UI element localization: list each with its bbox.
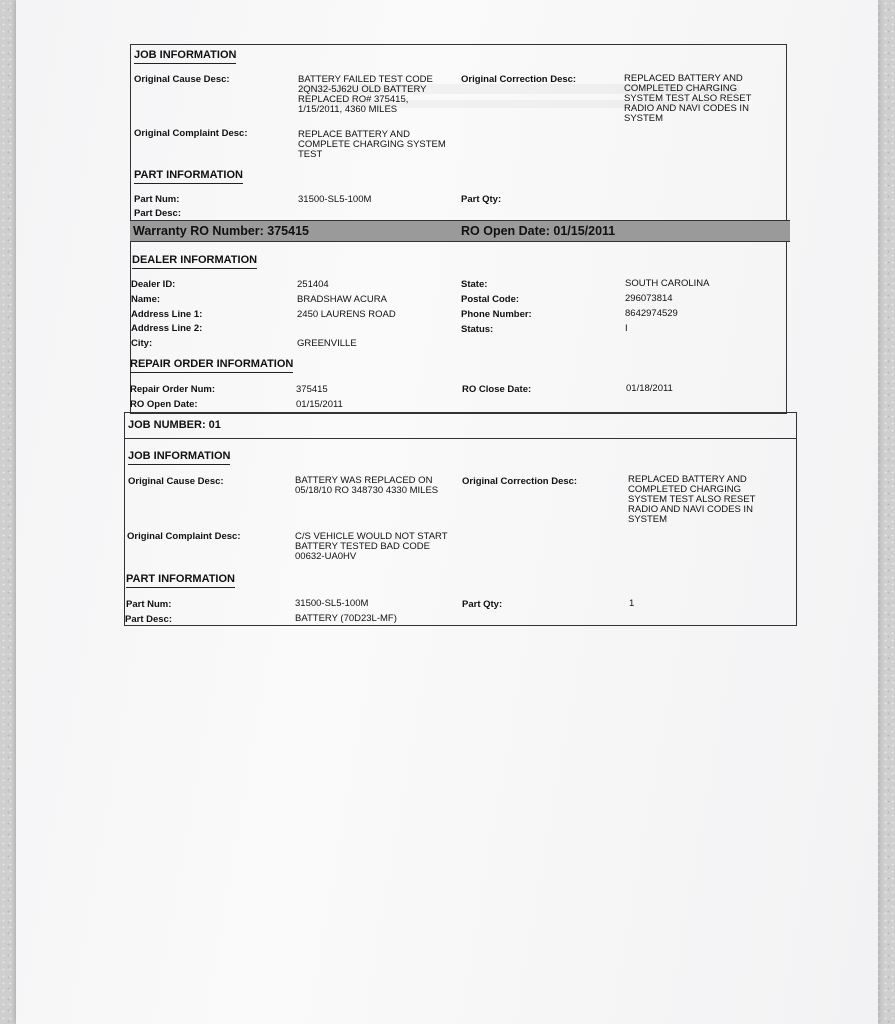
job-information-header-2: JOB INFORMATION bbox=[128, 450, 230, 465]
ro-close-date-label: RO Close Date: bbox=[462, 384, 532, 395]
part-num-value-2: 31500-SL5-100M bbox=[295, 598, 369, 609]
part-desc-label-2: Part Desc: bbox=[125, 614, 172, 625]
original-correction-value: REPLACED BATTERY AND COMPLETED CHARGING SYSTEM TEST ALSO RESET RADIO AND NAVI CODES IN SYSTEM bbox=[624, 73, 752, 124]
dealer-id-value: 251404 bbox=[297, 279, 329, 290]
divider bbox=[124, 438, 797, 439]
address-line-2-label: Address Line 2: bbox=[131, 323, 203, 334]
part-qty-label: Part Qty: bbox=[461, 194, 502, 205]
dealer-id-label: Dealer ID: bbox=[131, 279, 176, 290]
original-cause-label-2: Original Cause Desc: bbox=[128, 476, 224, 487]
repair-order-num-label: Repair Order Num: bbox=[130, 384, 215, 395]
phone-number-value: 8642974529 bbox=[625, 308, 678, 319]
original-complaint-label: Original Complaint Desc: bbox=[134, 128, 248, 139]
original-cause-value-2: BATTERY WAS REPLACED ON 05/18/10 RO 348730 4330 MILES bbox=[295, 475, 439, 496]
original-cause-label: Original Cause Desc: bbox=[134, 74, 230, 85]
dealer-information-header: DEALER INFORMATION bbox=[132, 254, 257, 269]
original-complaint-label-2: Original Complaint Desc: bbox=[127, 531, 241, 542]
part-qty-label-2: Part Qty: bbox=[462, 599, 503, 610]
part-desc-value-2: BATTERY (70D23L-MF) bbox=[295, 613, 397, 624]
state-label: State: bbox=[461, 279, 488, 290]
part-num-label-2: Part Num: bbox=[126, 599, 172, 610]
part-desc-label: Part Desc: bbox=[134, 208, 181, 219]
dealer-name-label: Name: bbox=[131, 294, 161, 305]
original-complaint-value-2: C/S VEHICLE WOULD NOT START BATTERY TESTED BAD CODE 00632-UA0HV bbox=[295, 531, 448, 562]
original-correction-label-2: Original Correction Desc: bbox=[462, 476, 578, 487]
original-correction-value-2: REPLACED BATTERY AND COMPLETED CHARGING SYSTEM TEST ALSO RESET RADIO AND NAVI CODES IN SYSTEM bbox=[628, 474, 756, 525]
ro-open-date-label: RO Open Date: bbox=[130, 399, 198, 410]
warranty-ro-number: Warranty RO Number: 375415 bbox=[133, 224, 309, 238]
original-cause-value: BATTERY FAILED TEST CODE 2QN32-5J62U OLD BATTERY REPLACED RO# 375415, 1/15/2011, 4360 MILES bbox=[298, 74, 433, 115]
status-value: I bbox=[625, 323, 628, 334]
ro-open-date-value: 01/15/2011 bbox=[296, 399, 343, 410]
dealer-name-value: BRADSHAW ACURA bbox=[297, 294, 387, 305]
postal-code-label: Postal Code: bbox=[461, 294, 520, 305]
part-num-value: 31500-SL5-100M bbox=[298, 194, 372, 205]
job-number: JOB NUMBER: 01 bbox=[128, 419, 221, 431]
part-num-label: Part Num: bbox=[134, 194, 180, 205]
status-label: Status: bbox=[461, 324, 494, 335]
address-line-1-value: 2450 LAURENS ROAD bbox=[297, 309, 396, 320]
original-correction-label: Original Correction Desc: bbox=[461, 74, 577, 85]
job-information-header: JOB INFORMATION bbox=[134, 49, 236, 64]
part-information-header-2: PART INFORMATION bbox=[126, 573, 235, 588]
part-qty-value-2: 1 bbox=[629, 598, 635, 609]
city-value: GREENVILLE bbox=[297, 338, 357, 349]
phone-number-label: Phone Number: bbox=[461, 309, 532, 320]
address-line-1-label: Address Line 1: bbox=[131, 309, 203, 320]
ro-open-date-banner: RO Open Date: 01/15/2011 bbox=[461, 224, 616, 238]
ro-close-date-value: 01/18/2011 bbox=[626, 383, 673, 394]
postal-code-value: 296073814 bbox=[625, 293, 673, 304]
original-complaint-value: REPLACE BATTERY AND COMPLETE CHARGING SYSTEM TEST bbox=[298, 129, 446, 160]
repair-order-num-value: 375415 bbox=[296, 384, 328, 395]
part-information-header: PART INFORMATION bbox=[134, 169, 243, 184]
city-label: City: bbox=[131, 338, 153, 349]
state-value: SOUTH CAROLINA bbox=[625, 278, 710, 289]
repair-order-information-header: REPAIR ORDER INFORMATION bbox=[130, 358, 293, 373]
